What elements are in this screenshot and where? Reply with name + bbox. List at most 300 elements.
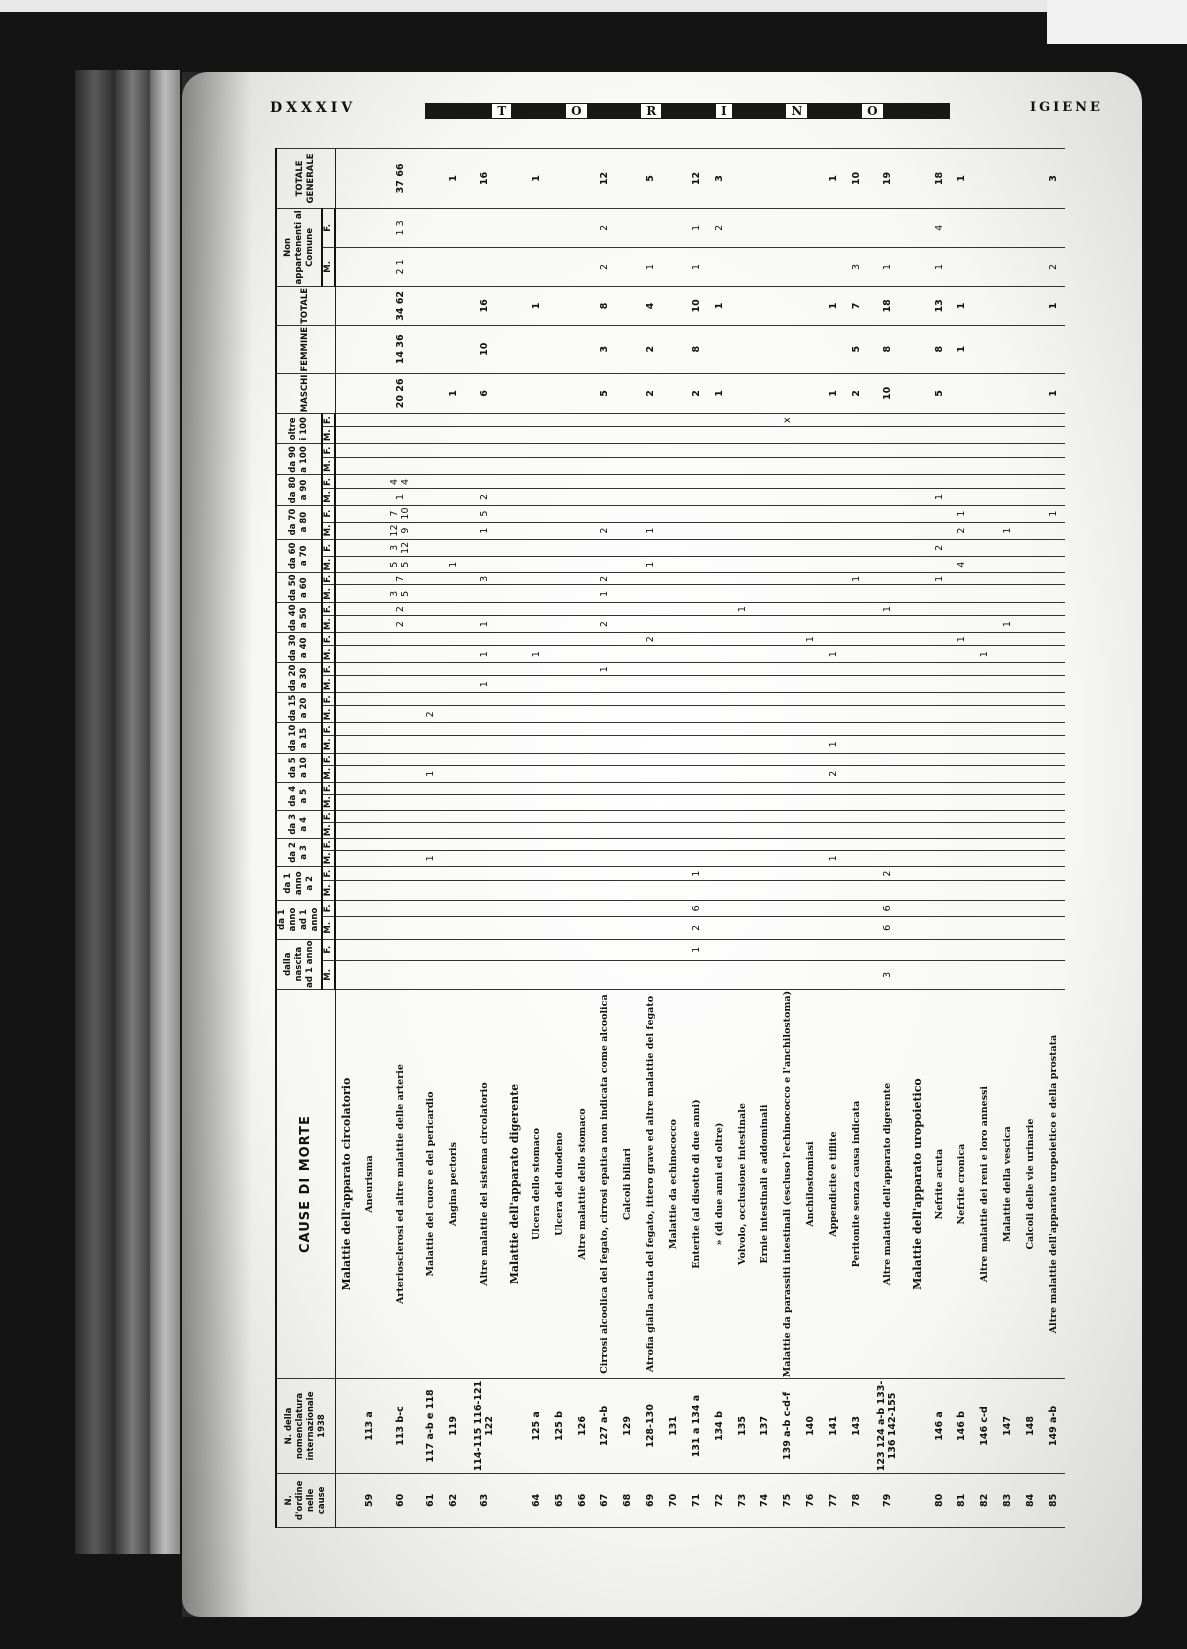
age-count-cell (708, 866, 731, 880)
cause-of-death: Angina pectoris (442, 989, 465, 1378)
age-count-cell (593, 822, 616, 838)
col-header-female: F. (322, 939, 335, 960)
age-count-cell (442, 663, 465, 676)
empty-cell (906, 615, 927, 632)
age-count-cell (593, 539, 616, 557)
age-count-cell (639, 810, 662, 822)
age-count-cell (973, 693, 996, 706)
age-count-cell (996, 585, 1019, 603)
age-count-cell (776, 850, 799, 866)
col-header-male: M. (322, 457, 335, 475)
age-count-cell (525, 676, 548, 693)
total-femmine (731, 325, 754, 373)
age-count-cell (868, 505, 907, 522)
col-header-age-group: da 80 a 90 (276, 475, 322, 505)
age-count-cell (442, 633, 465, 646)
age-count-cell (776, 475, 799, 489)
total-cell (419, 286, 442, 325)
empty-cell (504, 960, 525, 989)
age-count-cell (731, 646, 754, 663)
age-count-cell (708, 753, 731, 765)
empty-cell (335, 573, 358, 585)
total-femmine (1019, 325, 1042, 373)
age-count-cell (868, 615, 907, 632)
age-count-cell (776, 794, 799, 810)
age-count-cell (799, 414, 822, 427)
age-count-cell (1042, 753, 1065, 765)
age-count-cell (616, 615, 639, 632)
empty-cell (504, 822, 525, 838)
age-count-cell (950, 427, 973, 444)
age-count-cell (973, 427, 996, 444)
age-count-cell (1042, 475, 1065, 489)
age-count-cell (358, 557, 381, 573)
age-count-cell (928, 794, 951, 810)
age-count-cell (799, 782, 822, 794)
age-count-cell (593, 939, 616, 960)
empty-cell (906, 633, 927, 646)
age-count-cell (1042, 633, 1065, 646)
age-count-cell (776, 646, 799, 663)
age-count-cell (358, 706, 381, 723)
age-count-cell: 1 (996, 522, 1019, 539)
age-count-cell (419, 736, 442, 753)
age-count-cell (419, 444, 442, 457)
age-count-cell (662, 866, 685, 880)
age-count-cell: 1 (419, 765, 442, 782)
empty-cell (335, 1379, 358, 1474)
age-count-cell (776, 585, 799, 603)
age-count-cell (381, 736, 420, 753)
total-cell (973, 286, 996, 325)
row-number: 60 (381, 1473, 420, 1527)
age-count-cell (685, 585, 708, 603)
age-count-cell (358, 881, 381, 900)
age-count-cell (996, 939, 1019, 960)
col-header-cause: CAUSE DI MORTE (276, 989, 335, 1378)
age-count-cell (822, 603, 845, 616)
age-count-cell (685, 489, 708, 505)
row-number: 73 (731, 1473, 754, 1527)
non-app-male (465, 247, 504, 286)
age-count-cell (548, 765, 571, 782)
age-count-cell (1019, 573, 1042, 585)
age-count-cell (928, 457, 951, 475)
age-count-cell (419, 427, 442, 444)
empty-cell (335, 286, 358, 325)
age-count-cell (419, 822, 442, 838)
age-count-cell: 1 (593, 663, 616, 676)
age-count-cell (731, 557, 754, 573)
age-count-cell (571, 960, 594, 989)
age-count-cell (754, 603, 777, 616)
age-count-cell: 1 (928, 573, 951, 585)
totale-generale (731, 149, 754, 209)
age-count-cell (571, 939, 594, 960)
age-count-cell (442, 822, 465, 838)
table-row (1042, 149, 1065, 1528)
age-count-cell (799, 663, 822, 676)
age-count-cell (708, 489, 731, 505)
non-app-male: 2 (1042, 247, 1065, 286)
cause-of-death: Volvolo, occlusione intestinale (731, 989, 754, 1378)
age-count-cell (548, 557, 571, 573)
age-count-cell (419, 615, 442, 632)
age-count-cell: 2 (639, 633, 662, 646)
age-count-cell (950, 457, 973, 475)
age-count-cell: 2 (928, 539, 951, 557)
row-number: 82 (973, 1473, 996, 1527)
nomenclature-codes: 113 a (358, 1379, 381, 1474)
col-header-male: M. (322, 557, 335, 573)
age-count-cell (928, 810, 951, 822)
age-count-cell (731, 838, 754, 850)
age-count-cell (465, 822, 504, 838)
empty-cell (906, 522, 927, 539)
empty-cell (906, 286, 927, 325)
age-count-cell (442, 810, 465, 822)
empty-cell (335, 427, 358, 444)
age-count-cell (1042, 603, 1065, 616)
age-count-cell (799, 753, 822, 765)
empty-cell (906, 866, 927, 880)
age-count-cell (593, 427, 616, 444)
age-count-cell (928, 615, 951, 632)
non-app-female: 4 (928, 208, 951, 247)
empty-cell (335, 646, 358, 663)
age-count-cell (845, 475, 868, 489)
age-count-cell (358, 505, 381, 522)
empty-cell (335, 693, 358, 706)
age-count-cell (845, 427, 868, 444)
age-count-cell (593, 603, 616, 616)
age-count-cell (358, 457, 381, 475)
non-app-female (525, 208, 548, 247)
age-count-cell (525, 782, 548, 794)
age-count-cell (662, 676, 685, 693)
nomenclature-codes: 139 a-b c-d-f (776, 1379, 799, 1474)
age-count-cell (442, 838, 465, 850)
nomenclature-codes: 147 (996, 1379, 1019, 1474)
age-count-cell (525, 444, 548, 457)
age-count-cell (593, 457, 616, 475)
age-count-cell (928, 822, 951, 838)
age-count-cell (685, 794, 708, 810)
age-count-cell (799, 794, 822, 810)
total-maschi (776, 373, 799, 414)
age-count-cell (548, 489, 571, 505)
age-count-cell (442, 414, 465, 427)
age-count-cell (639, 444, 662, 457)
age-count-cell: 1 (442, 557, 465, 573)
age-count-cell (685, 676, 708, 693)
total-femmine (571, 325, 594, 373)
age-count-cell (754, 723, 777, 736)
age-count-cell (548, 753, 571, 765)
age-count-cell (822, 706, 845, 723)
col-header-female: F. (322, 208, 335, 247)
age-count-cell (593, 765, 616, 782)
age-count-cell (996, 900, 1019, 917)
empty-cell (906, 939, 927, 960)
age-count-cell (465, 838, 504, 850)
totale-generale (754, 149, 777, 209)
empty-cell (504, 539, 525, 557)
age-count-cell (593, 414, 616, 427)
empty-cell (906, 960, 927, 989)
age-count-cell (799, 960, 822, 989)
age-count-cell (662, 615, 685, 632)
age-count-cell (799, 444, 822, 457)
age-count-cell (845, 810, 868, 822)
totale-generale (799, 149, 822, 209)
age-count-cell (442, 765, 465, 782)
age-count-cell (571, 881, 594, 900)
age-count-cell (1042, 444, 1065, 457)
empty-cell (335, 736, 358, 753)
age-count-cell (381, 723, 420, 736)
age-count-cell (358, 489, 381, 505)
empty-cell (335, 557, 358, 573)
age-count-cell (525, 753, 548, 765)
age-count-cell (685, 663, 708, 676)
age-count-cell (845, 663, 868, 676)
totale-generale (973, 149, 996, 209)
age-count-cell (442, 917, 465, 939)
age-count-cell (845, 505, 868, 522)
age-count-cell (358, 866, 381, 880)
age-count-cell (973, 917, 996, 939)
col-header-femmine: FEMMINE (276, 325, 335, 373)
age-count-cell (442, 939, 465, 960)
age-count-cell (548, 960, 571, 989)
col-header-female: F. (322, 723, 335, 736)
empty-cell (504, 1379, 525, 1474)
age-count-cell (685, 457, 708, 475)
age-count-cell (358, 522, 381, 539)
age-count-cell (639, 900, 662, 917)
total-femmine (525, 325, 548, 373)
age-count-cell: 1 (996, 615, 1019, 632)
age-count-cell (616, 539, 639, 557)
age-count-cell (616, 866, 639, 880)
age-count-cell (822, 900, 845, 917)
totale-generale: 18 (928, 149, 951, 209)
age-count-cell (1019, 782, 1042, 794)
total-cell: 10 (685, 286, 708, 325)
age-count-cell (358, 765, 381, 782)
row-number: 75 (776, 1473, 799, 1527)
empty-cell (906, 794, 927, 810)
age-count-cell (381, 822, 420, 838)
age-count-cell (662, 427, 685, 444)
age-count-cell (616, 723, 639, 736)
age-count-cell (973, 585, 996, 603)
age-count-cell (571, 782, 594, 794)
age-count-cell (419, 917, 442, 939)
age-count-cell (708, 444, 731, 457)
age-count-cell (754, 615, 777, 632)
non-app-male: 3 (845, 247, 868, 286)
age-count-cell (571, 765, 594, 782)
age-count-cell (731, 676, 754, 693)
age-count-cell (1019, 475, 1042, 489)
age-count-cell (616, 850, 639, 866)
age-count-cell (754, 866, 777, 880)
empty-cell (906, 457, 927, 475)
age-count-cell (685, 693, 708, 706)
age-count-cell (548, 782, 571, 794)
total-maschi: 2 (845, 373, 868, 414)
age-count-cell (1042, 765, 1065, 782)
age-count-cell (708, 475, 731, 489)
age-count-cell (1042, 522, 1065, 539)
age-count-cell (731, 794, 754, 810)
age-count-cell (548, 444, 571, 457)
age-count-cell (799, 573, 822, 585)
age-count-cell: 1 (639, 522, 662, 539)
age-count-cell (571, 706, 594, 723)
age-count-cell (868, 663, 907, 676)
age-count-cell (1042, 706, 1065, 723)
cause-of-death: » (di due anni ed oltre) (708, 989, 731, 1378)
age-count-cell (465, 736, 504, 753)
age-count-cell (822, 794, 845, 810)
age-count-cell (548, 663, 571, 676)
age-count-cell (822, 663, 845, 676)
nomenclature-codes: 143 (845, 1379, 868, 1474)
age-count-cell (358, 917, 381, 939)
age-count-cell (776, 505, 799, 522)
age-count-cell (928, 427, 951, 444)
table-row (358, 149, 381, 1528)
age-count-cell (639, 475, 662, 489)
age-count-cell (548, 457, 571, 475)
age-count-cell (799, 723, 822, 736)
age-count-cell (996, 706, 1019, 723)
age-count-cell (950, 917, 973, 939)
age-count-cell (662, 603, 685, 616)
age-count-cell (548, 505, 571, 522)
age-count-cell (616, 505, 639, 522)
non-app-female (822, 208, 845, 247)
age-count-cell (950, 539, 973, 557)
table-row (593, 149, 616, 1528)
total-femmine: 1 (950, 325, 973, 373)
cause-of-death: Malattie da echinococco (662, 989, 685, 1378)
age-count-cell: x (776, 414, 799, 427)
age-count-cell (685, 633, 708, 646)
age-count-cell (996, 633, 1019, 646)
age-count-cell (525, 539, 548, 557)
empty-cell (504, 414, 525, 427)
age-count-cell (419, 457, 442, 475)
age-count-cell (571, 603, 594, 616)
age-count-cell (639, 850, 662, 866)
row-number: 72 (708, 1473, 731, 1527)
age-count-cell (868, 646, 907, 663)
age-count-cell (950, 676, 973, 693)
age-count-cell (571, 693, 594, 706)
col-header-maschi: MASCHI (276, 373, 335, 414)
totale-generale: 3 (708, 149, 731, 209)
age-count-cell (708, 765, 731, 782)
totale-generale: 10 (845, 149, 868, 209)
age-count-cell (1042, 663, 1065, 676)
scan-corner (1047, 0, 1187, 44)
age-count-cell (754, 663, 777, 676)
age-count-cell (525, 838, 548, 850)
age-count-cell (662, 585, 685, 603)
age-count-cell (639, 663, 662, 676)
total-cell: 1 (708, 286, 731, 325)
age-count-cell (776, 866, 799, 880)
total-cell (1019, 286, 1042, 325)
empty-cell (335, 475, 358, 489)
age-count-cell (708, 427, 731, 444)
age-count-cell (822, 838, 845, 850)
age-count-cell (950, 866, 973, 880)
cause-of-death: Atrofia gialla acuta del fegato, ittero grave ed altre malattie del fegato (639, 989, 662, 1378)
non-app-female (776, 208, 799, 247)
age-count-cell (593, 850, 616, 866)
total-maschi (616, 373, 639, 414)
age-count-cell (639, 585, 662, 603)
age-count-cell (973, 723, 996, 736)
age-count-cell (525, 522, 548, 539)
age-count-cell (973, 850, 996, 866)
age-count-cell (442, 603, 465, 616)
col-header-age-group: da 50 a 60 (276, 573, 322, 603)
col-header-age-group: da 60 a 70 (276, 539, 322, 573)
col-header-non-appartenenti: Non appartenenti al Comune (276, 208, 322, 286)
age-count-cell (548, 900, 571, 917)
empty-cell (906, 557, 927, 573)
age-count-cell (571, 663, 594, 676)
cause-of-death: Calcoli delle vie urinarie (1019, 989, 1042, 1378)
age-count-cell: 2 (593, 522, 616, 539)
age-count-cell (1019, 850, 1042, 866)
total-maschi (571, 373, 594, 414)
age-count-cell (1042, 693, 1065, 706)
age-count-cell (754, 881, 777, 900)
age-count-cell (525, 505, 548, 522)
total-maschi (525, 373, 548, 414)
age-count-cell (571, 900, 594, 917)
cause-of-death: Altre malattie dell'apparato digerente (868, 989, 907, 1378)
age-count-cell (708, 633, 731, 646)
col-header-male: M. (322, 615, 335, 632)
total-maschi: 5 (928, 373, 951, 414)
age-count-cell (973, 444, 996, 457)
age-count-cell (662, 475, 685, 489)
city-letter: R (641, 104, 661, 118)
nomenclature-codes: 146 c-d (973, 1379, 996, 1474)
age-count-cell (1042, 838, 1065, 850)
total-maschi (419, 373, 442, 414)
age-count-cell (996, 917, 1019, 939)
age-count-cell (845, 489, 868, 505)
age-count-cell: 5 5 (381, 557, 420, 573)
age-count-cell (525, 633, 548, 646)
empty-cell (906, 765, 927, 782)
age-count-cell (776, 457, 799, 475)
total-maschi (799, 373, 822, 414)
table-row (442, 149, 465, 1528)
age-count-cell (928, 414, 951, 427)
age-count-cell (465, 603, 504, 616)
empty-cell (504, 208, 525, 247)
